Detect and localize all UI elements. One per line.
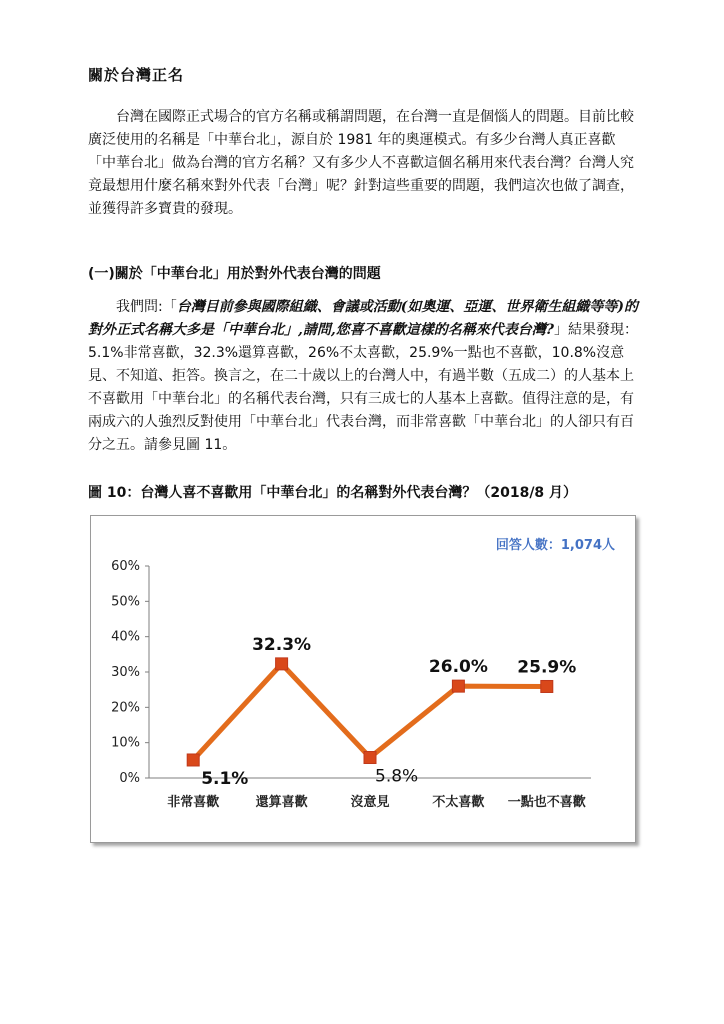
x-tick-label: 不太喜歡: [432, 795, 485, 810]
survey-question: 台灣目前參與國際組織、會議或活動(如奧運、亞運、世界衛生組織等等)的對外正式名稱大多是「中華台北」,請問,您喜不喜歡這樣的名稱來代表台灣?: [88, 299, 638, 338]
y-tick-label: 40%: [111, 629, 140, 645]
data-point-marker: [364, 752, 376, 764]
x-tick-label: 一點也不喜歡: [507, 795, 586, 810]
intro-paragraph: [88, 106, 643, 221]
chart-frame: [90, 515, 636, 843]
y-tick-label: 0%: [119, 771, 140, 786]
data-point-marker: [276, 658, 288, 670]
article-title: 關於台灣正名: [88, 66, 185, 84]
section-title: (一)關於「中華台北」用於對外代表台灣的問題: [88, 266, 381, 282]
data-label: 5.8%: [375, 766, 419, 787]
data-point-marker: [187, 754, 199, 766]
y-tick-label: 30%: [111, 665, 140, 680]
x-tick-label: 還算喜歡: [255, 795, 308, 810]
x-tick-label: 沒意見: [350, 795, 390, 810]
findings-lead: 我們問:「: [116, 299, 177, 315]
respondents-count: 回答人數：1,074人: [495, 538, 615, 553]
y-tick-label: 60%: [111, 559, 140, 574]
data-point-marker: [452, 680, 464, 692]
x-tick-label: 非常喜歡: [167, 795, 220, 810]
series-line: [193, 664, 547, 760]
intro-text: 台灣在國際正式場合的官方名稱或稱謂問題，在台灣一直是個惱人的問題。目前比較廣泛使用的名稱是「中華台北」，源自於 1981 年的奧運模式。有多少台灣人真正喜歡「中華台北」做為台灣的官方名稱？又有多少人不喜歡這個名稱用來代表台灣？台灣人究竟最想用什麼名稱來對外代表「台灣」呢？針對這些重要的問題，我們這次也做了調查，並獲得許多寶貴的發現。: [88, 109, 634, 217]
y-tick-label: 20%: [111, 700, 140, 716]
data-point-marker: [541, 680, 553, 692]
line-chart: [91, 516, 635, 842]
figure-title: 圖 10：台灣人喜不喜歡用「中華台北」的名稱對外代表台灣？（2018/8 月）: [88, 485, 578, 501]
findings-text: 」結果發現：5.1%非常喜歡，32.3%還算喜歡，26%不太喜歡，25.9%一點也不喜歡，10.8%沒意見、不知道、拒答。換言之，在二十歲以上的台灣人中，有過半數（五成二）的人基本上不喜歡用「中華台北」的名稱代表台灣，只有三成七的人基本上喜歡。值得注意的是，有兩成六的人強烈反對使用「中華台北」代表台灣，而非常喜歡「中華台北」的人卻只有百分之五。請參見圖 11。: [88, 322, 638, 453]
findings-paragraph: [88, 296, 643, 457]
data-label: 5.1%: [201, 768, 249, 789]
y-tick-label: 10%: [111, 735, 140, 751]
data-label: 32.3%: [252, 634, 312, 655]
data-label: 25.9%: [517, 657, 577, 678]
data-label: 26.0%: [428, 657, 488, 678]
y-tick-label: 50%: [111, 594, 140, 610]
